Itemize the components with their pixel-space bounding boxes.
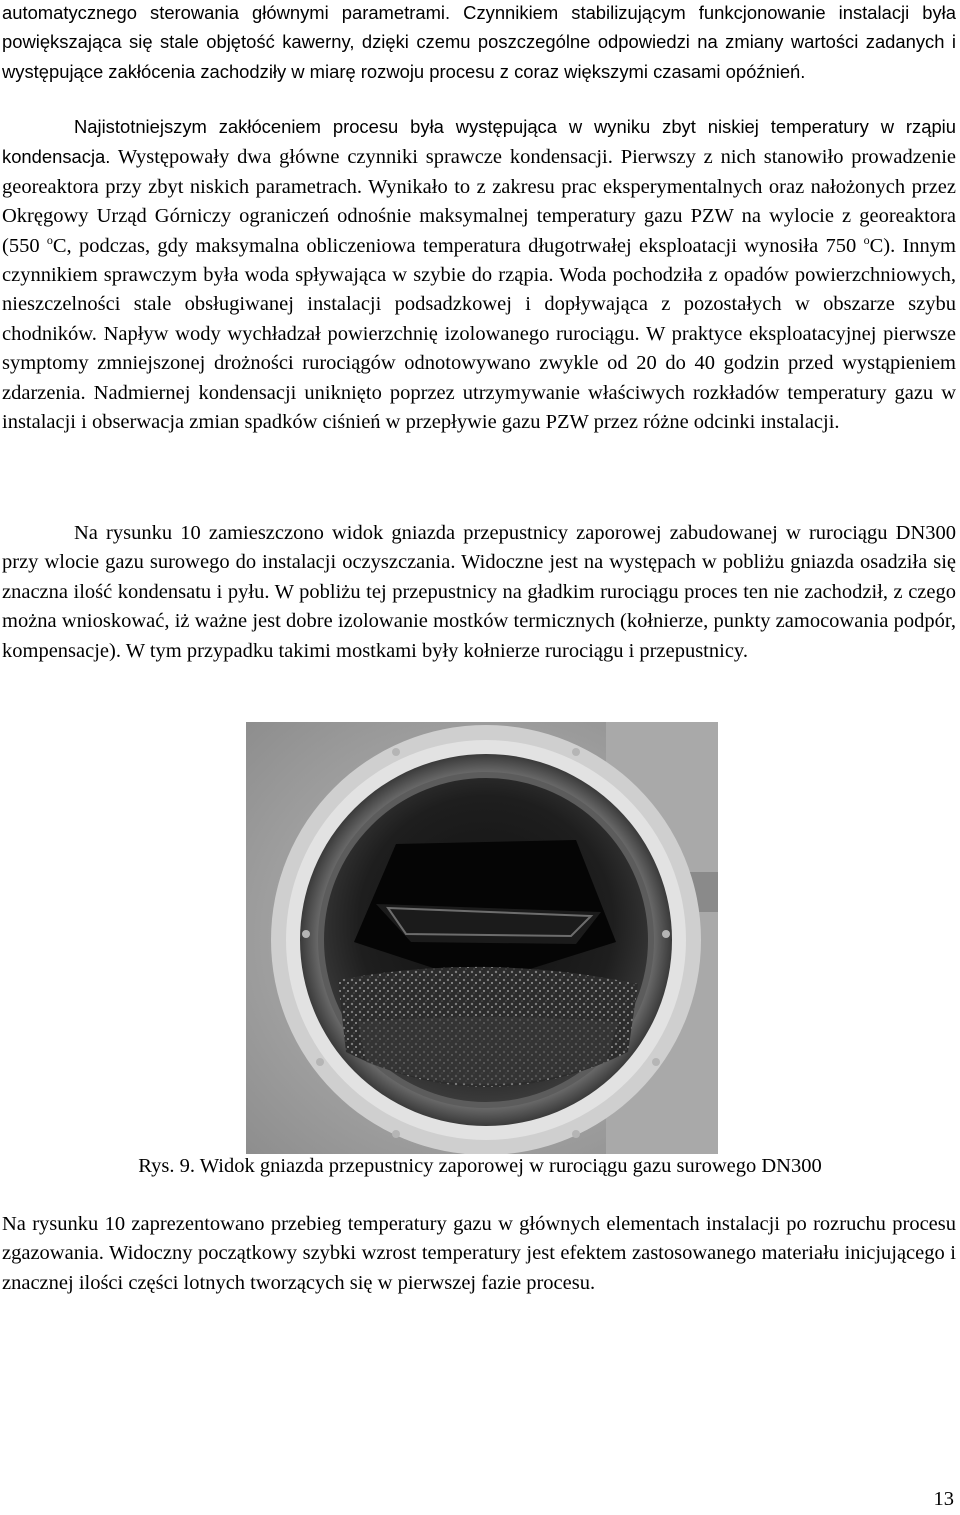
paragraph-temperature-text: Na rysunku 10 zaprezentowano przebieg temperatury gazu w głównych elementach instalacji po rozruchu procesu zgazowania. Widoczny początkowy szybki wzrost temperatury jest efektem zastosowanego materiału inicjującego i znacznej ilości części lotnych tworzących się w pierwszej fazie procesu.: [2, 1213, 956, 1294]
paragraph-figure-reference-text: Na rysunku 10 zamieszczono widok gniazda przepustnicy zaporowej zabudowanej w rurociągu DN300 przy wlocie gazu surowego do instalacji oczyszczania. Widoczne jest na występach w pobliżu gniazda osadziła się znaczna ilość kondensatu i pyłu. W pobliżu tej przepustnicy na gładkim rurociągu proces ten nie zachodził, z czego można wnioskować, iż ważne jest dobre izolowanie mostków termicznych (kołnierze, punkty zamocowania podpór, kompensacje). W tym przypadku takimi mostkami były kołnierze rurociągu i przepustnicy.: [2, 522, 956, 662]
paragraph-condensation-part-b: Wynikało to z zakresu prac eksperymentalnych oraz nałożonych przez Okręgowy Urząd Górniczy ograniczeń odnośnie maksymalnej temperatury gazu PZW na wylocie z georeaktora (550: [2, 175, 956, 257]
degree-superscript: o: [46, 232, 53, 247]
photo-valve-seat: [246, 722, 718, 1154]
paragraph-figure-reference: [2, 519, 956, 666]
paragraph-condensation-part-a: Występowały dwa główne czynniki sprawcze kondensacji. Pierwszy z nich stanowiło prowadzenie georeaktora przy zbyt niskich parametrach.: [2, 146, 956, 198]
figure-caption-label: Rys. 9.: [138, 1155, 195, 1177]
degree-superscript: o: [863, 232, 870, 247]
paragraph-condensation: [2, 112, 956, 437]
photo-valve-seat-illustration: [246, 722, 718, 1154]
paragraph-intro-text: automatycznego sterowania głównymi parametrami. Czynnikiem stabilizującym funkcjonowanie instalacji była powiększająca się stale objętość kawerny, dzięki czemu poszczególne odpowiedzi na zmiany wartości zadanych i występujące zakłócenia zachodziły w miarę rozwoju procesu z coraz większymi czasami opóźnień.: [2, 2, 956, 82]
paragraph-temperature: [2, 1210, 956, 1298]
paragraph-condensation-part-d: C). Innym czynnikiem sprawczym była woda spływająca w szybie do rząpia. Woda pochodziła z opadów powierzchniowych, nieszczelności stale obsługiwanej instalacji podsadzkowej i dopływająca z pozostałych w obszarze szybu chodników. Napływ wody wychładzał powierzchnię izolowanego rurociągu. W praktyce eksploatacyjnej pierwsze symptomy zmniejszonej drożności rurociągów odnotowywano zwykle od 20 do 40 godzin przed wystąpieniem zdarzenia. Nadmiernej kondensacji uniknięto poprzez utrzymywanie właściwych rozkładów temperatury gazu w instalacji i obserwacja zmian spadków ciśnień w przepływie gazu PZW przez różne odcinki instalacji.: [2, 234, 957, 434]
figure-caption: [0, 1152, 960, 1181]
figure-caption-text: Widok gniazda przepustnicy zaporowej w rurociągu gazu surowego DN300: [195, 1155, 822, 1177]
paragraph-intro: [2, 0, 956, 86]
paragraph-condensation-part-c: C, podczas, gdy maksymalna obliczeniowa temperatura długotrwałej eksploatacji wynosiła 750: [52, 234, 864, 257]
page-number: 13: [933, 1488, 954, 1510]
paragraph-condensation-lead: Najistotniejszym zakłóceniem procesu była występująca w wyniku zbyt niskiej temperatury w rząpiu kondensacja.: [2, 116, 956, 168]
